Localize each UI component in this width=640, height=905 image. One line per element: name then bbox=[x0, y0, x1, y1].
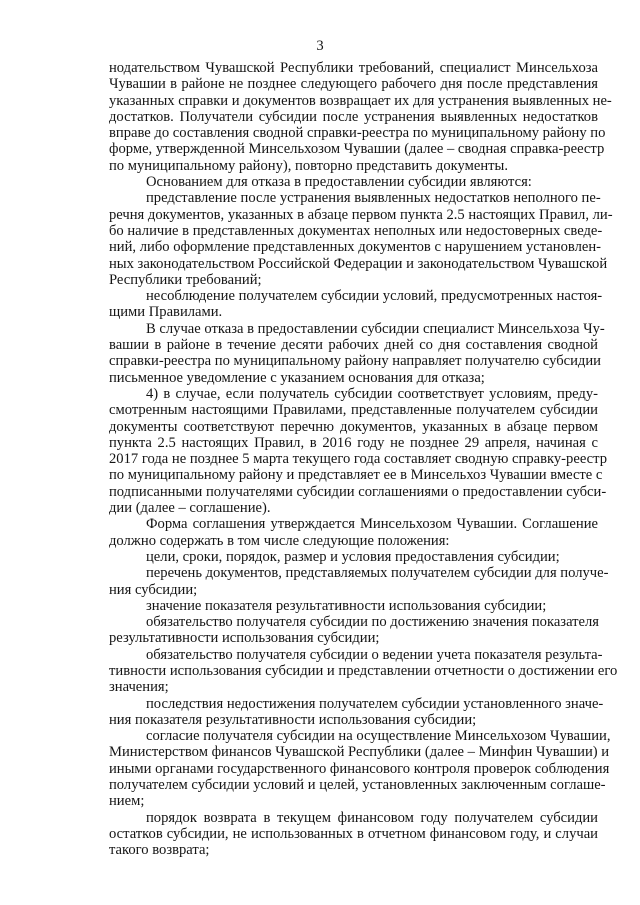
text-line: нием; bbox=[109, 793, 145, 810]
page-number: 3 bbox=[316, 38, 324, 54]
text-line: такого возврата; bbox=[109, 842, 210, 859]
text-line: смотренным настоящими Правилами, представленные получателем субсидии bbox=[109, 402, 598, 419]
text-line: вправе до составления сводной справки-реестра по муниципальному району по bbox=[109, 125, 606, 142]
text-line: пункта 2.5 настоящих Правил, в 2016 году не позднее 29 апреля, начиная с bbox=[109, 434, 598, 451]
text-line: тивности использования субсидии и представлении отчетности о достижении его bbox=[109, 662, 618, 679]
text-line: Республики требований; bbox=[109, 271, 262, 288]
text-line: справки-реестра по муниципальному району направляет получателю субсидии bbox=[109, 353, 601, 370]
text-line: порядок возврата в текущем финансовом году получателем субсидии bbox=[146, 809, 598, 826]
text-line: ния субсидии; bbox=[109, 581, 198, 598]
text-line: 2017 года не позднее 5 марта текущего года составляет сводную справку-реестр bbox=[109, 451, 607, 468]
text-line: представление после устранения выявленных недостатков неполного пе- bbox=[146, 190, 601, 207]
text-line: указанных справки и документов возвращает их для устранения выявленных не- bbox=[109, 92, 612, 109]
text-line: В случае отказа в предоставлении субсидии специалист Минсельхоза Чу- bbox=[146, 320, 605, 337]
text-line: цели, сроки, порядок, размер и условия предоставления субсидии; bbox=[146, 548, 560, 565]
text-line: по муниципальному району), повторно представить документы. bbox=[109, 157, 508, 174]
text-line: получателем субсидии условий и целей, установленных заключенным соглаше- bbox=[109, 777, 606, 794]
text-line: иными органами государственного финансового контроля проверок соблюдения bbox=[109, 760, 610, 777]
text-line: форме, утвержденной Минсельхозом Чувашии (далее – сводная справка-реестр bbox=[109, 141, 605, 158]
text-line: речня документов, указанных в абзаце первом пункта 2.5 настоящих Правил, ли- bbox=[109, 206, 613, 223]
text-line: обязательство получателя субсидии по достижению значения показателя bbox=[146, 614, 600, 631]
text-line: значение показателя результативности использования субсидии; bbox=[146, 597, 547, 614]
text-line: подписанными получателями субсидии соглашениями о предоставлении субси- bbox=[109, 483, 607, 500]
text-line: бо наличие в представленных документах неполных или недостоверных сведе- bbox=[109, 222, 603, 239]
text-line: дии (далее – соглашение). bbox=[109, 500, 271, 517]
text-line: Форма соглашения утверждается Минсельхозом Чувашии. Соглашение bbox=[146, 516, 598, 533]
text-line: достатков. Получатели субсидии после устранения выявленных недостатков bbox=[109, 108, 598, 125]
text-line: ния показателя результативности использования субсидии; bbox=[109, 711, 477, 728]
text-line: вашии в районе в течение десяти рабочих дней со дня составления сводной bbox=[109, 337, 598, 354]
text-line: несоблюдение получателем субсидии условий, предусмотренных настоя- bbox=[146, 288, 603, 305]
text-line: результативности использования субсидии; bbox=[109, 630, 380, 647]
text-line: обязательство получателя субсидии о ведении учета показателя результа- bbox=[146, 646, 603, 663]
text-line: щими Правилами. bbox=[109, 304, 223, 321]
text-line: нодательством Чувашской Республики требований, специалист Минсельхоза bbox=[109, 60, 598, 76]
text-line: остатков субсидии, не использованных в отчетном финансовом году, и случаи bbox=[109, 825, 598, 842]
text-line: последствия недостижения получателем субсидии установленного значе- bbox=[146, 695, 604, 712]
text-line: значения; bbox=[109, 679, 169, 696]
text-line: перечень документов, представляемых получателем субсидии для получе- bbox=[146, 565, 609, 582]
text-line: по муниципальному району и представляет ее в Минсельхоз Чувашии вместе с bbox=[109, 467, 603, 484]
text-line: Министерством финансов Чувашской Республики (далее – Минфин Чувашии) и bbox=[109, 744, 610, 761]
text-line: Основанием для отказа в предоставлении субсидии являются: bbox=[146, 174, 532, 191]
text-line: согласие получателя субсидии на осуществление Минсельхозом Чувашии, bbox=[146, 728, 611, 745]
document-body bbox=[109, 60, 618, 859]
text-line: письменное уведомление с указанием основания для отказа; bbox=[109, 369, 485, 386]
text-line: Чувашии в районе не позднее следующего рабочего дня после представления bbox=[109, 76, 598, 93]
text-line: должно содержать в том числе следующие положения: bbox=[109, 532, 450, 549]
text-line: ний, либо оформление представленных документов с нарушением установлен- bbox=[109, 239, 602, 256]
text-line: документы соответствуют перечню документов, указанных в абзаце первом bbox=[109, 418, 598, 435]
text-line: ных законодательством Российской Федерации и законодательством Чувашской bbox=[109, 255, 608, 272]
text-line: 4) в случае, если получатель субсидии соответствует условиям, преду- bbox=[146, 385, 598, 402]
